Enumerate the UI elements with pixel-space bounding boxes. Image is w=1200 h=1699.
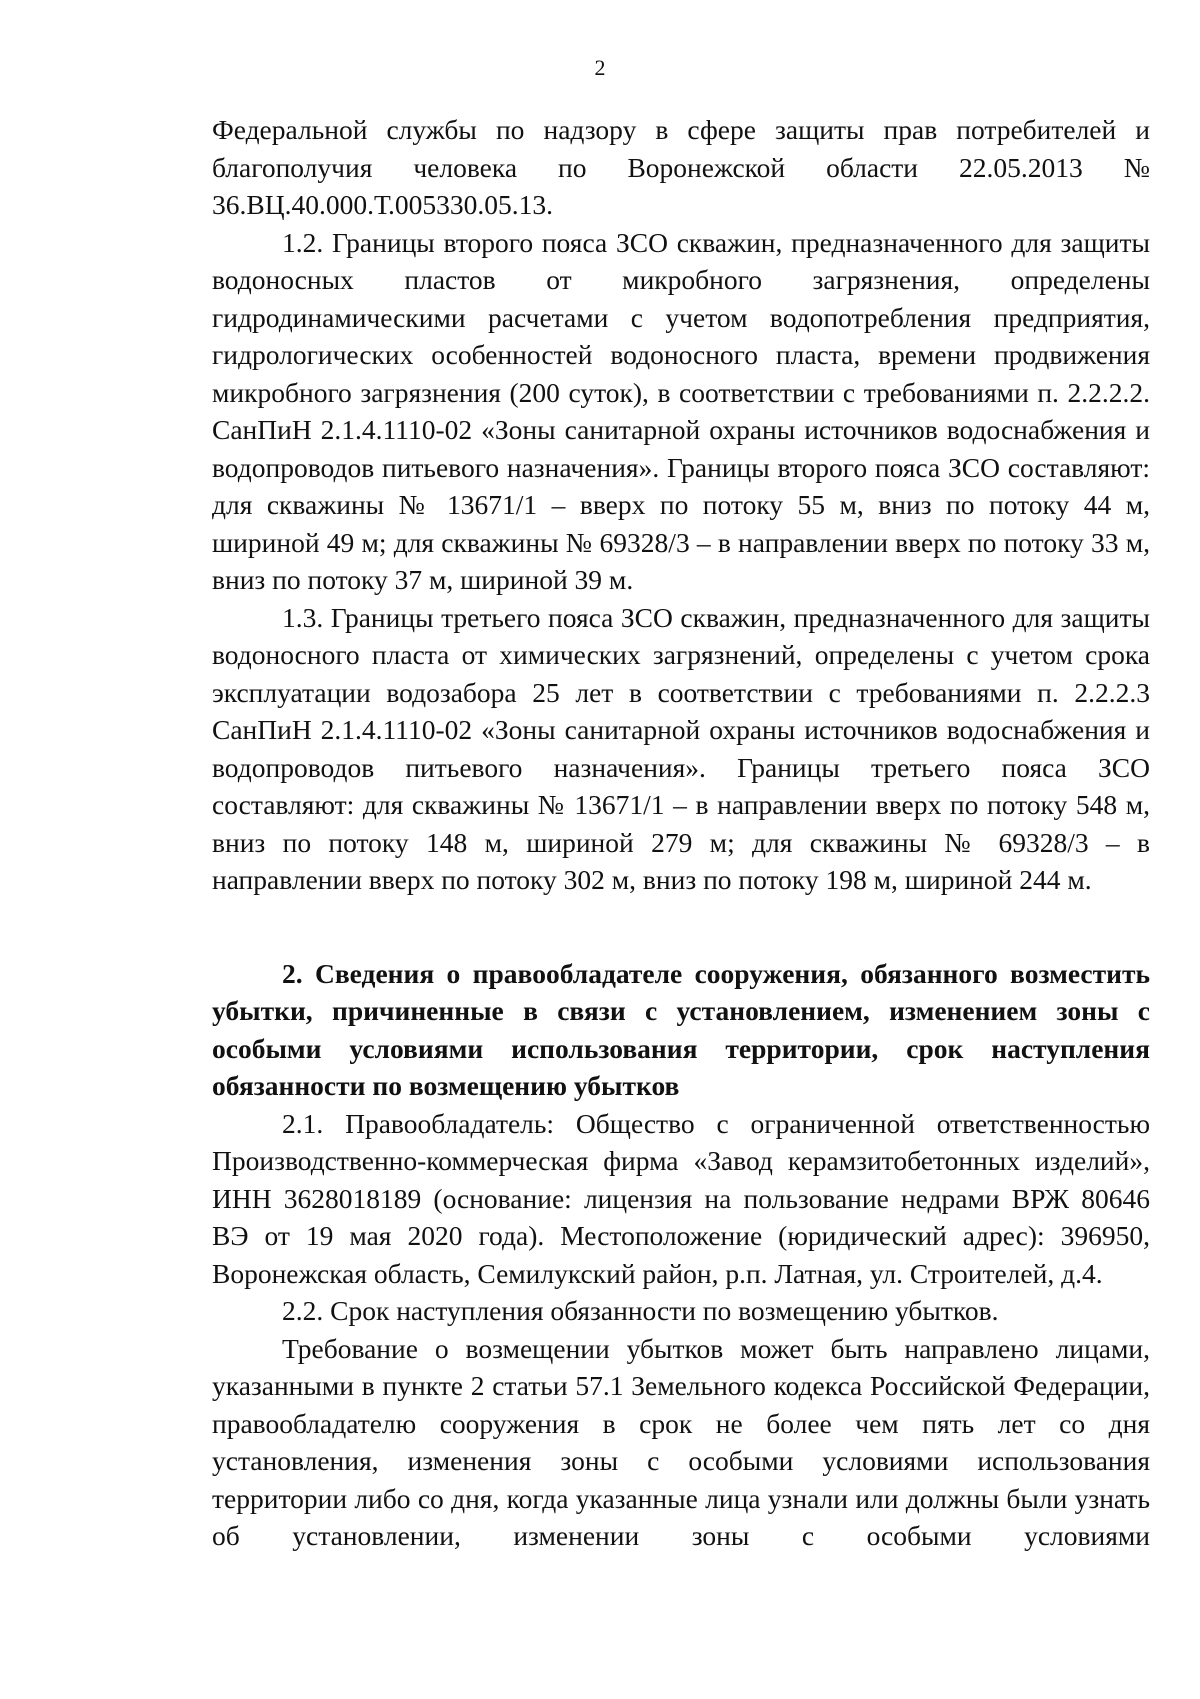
- section-gap: [212, 899, 1150, 955]
- page-number: 2: [594, 55, 606, 80]
- section-2-heading: 2. Сведения о правообладателе сооружения, обязанного возместить убытки, причиненные в связи с установлением, изменением зоны с особыми условиями использования территории, срок наступления обязанности по возмещению убытков: [212, 957, 1150, 1101]
- paragraph-1-2: 1.2. Границы второго пояса ЗСО скважин, предназначенного для защиты водоносных пластов от микробного загрязнения, определены гидродинамическими расчетами с учетом водопотребления предприятия, гидрологических особенностей водоносного пласта, времени продвижения микробного загрязнения (200 суток), в соответствии с требованиями п. 2.2.2.2. СанПиН 2.1.4.1110-02 «Зоны санитарной охраны источников водоснабжения и водопроводов питьевого назначения». Границы второго пояса ЗСО составляют: для скважины № 13671/1 – вверх по потоку 55 м, вниз по потоку 44 м, шириной 49 м; для скважины № 69328/3 – в направлении вверх по потоку 33 м, вниз по потоку 37 м, шириной 39 м.: [212, 226, 1150, 595]
- paragraph-2-1: 2.1. Правообладатель: Общество с ограниченной ответственностью Производственно-коммерческая фирма «Завод керамзитобетонных изделий», ИНН 3628018189 (основание: лицензия на пользование недрами ВРЖ 80646 ВЭ от 19 мая 2020 года). Местоположение (юридический адрес): 396950, Воронежская область, Семилукский район, р.п. Латная, ул. Строителей, д.4.: [212, 1107, 1150, 1289]
- paragraph-requirement: Требование о возмещении убытков может быть направлено лицами, указанными в пункте 2 статьи 57.1 Земельного кодекса Российской Федерации, правообладателю сооружения в срок не более чем пять лет со дня установления, изменения зоны с особыми условиями использования территории либо со дня, когда указанные лица узнали или должны были узнать об установлении, изменении зоны с особыми условиями: [212, 1332, 1150, 1551]
- paragraph-1-3: 1.3. Границы третьего пояса ЗСО скважин, предназначенного для защиты водоносного пласта от химических загрязнений, определены с учетом срока эксплуатации водозабора 25 лет в соответствии с требованиями п. 2.2.2.3 СанПиН 2.1.4.1110-02 «Зоны санитарной охраны источников водоснабжения и водопроводов питьевого назначения». Границы третьего пояса ЗСО составляют: для скважины № 13671/1 – в направлении вверх по потоку 548 м, вниз по потоку 148 м, шириной 279 м; для скважины № 69328/3 – в направлении вверх по потоку 302 м, вниз по потоку 198 м, шириной 244 м.: [212, 601, 1150, 895]
- document-body: [212, 111, 1150, 1555]
- paragraph-2-2: 2.2. Срок наступления обязанности по возмещению убытков.: [282, 1295, 999, 1326]
- paragraph-intro: Федеральной службы по надзору в сфере защиты прав потребителей и благополучия человека по Воронежской области 22.05.2013 № 36.ВЦ.40.000.Т.005330.05.13.: [212, 114, 1150, 220]
